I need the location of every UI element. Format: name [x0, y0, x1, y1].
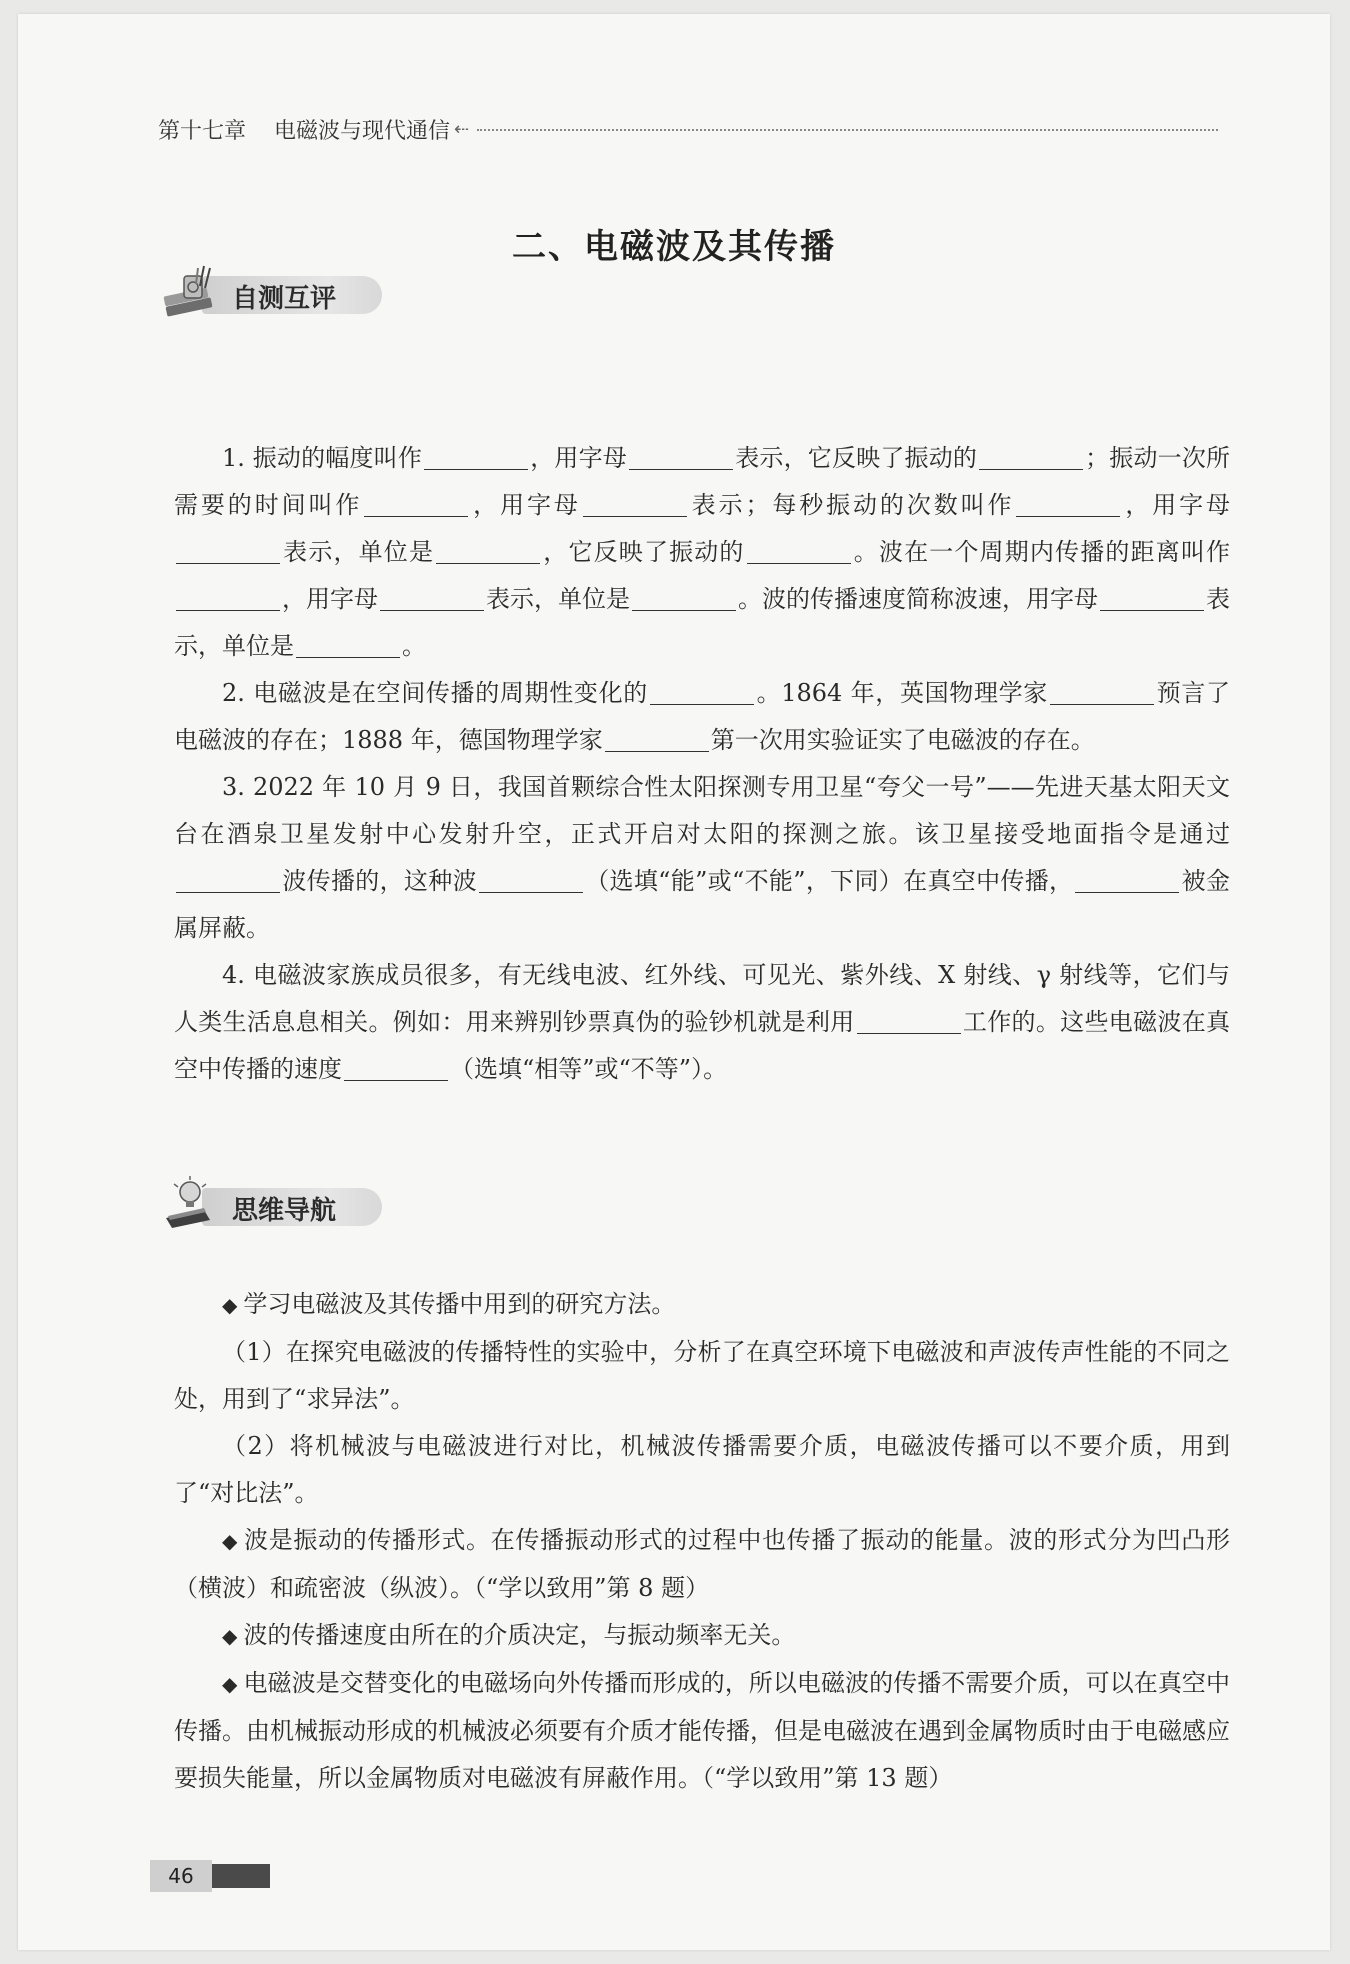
answer-blank[interactable]	[1050, 703, 1154, 705]
q2-text-4: 第一次用实验证实了电磁波的存在。	[710, 726, 1095, 754]
answer-blank[interactable]	[857, 1032, 961, 1034]
answer-blank[interactable]	[424, 468, 528, 470]
guide-subpoint: （1）在探究电磁波的传播特性的实验中，分析了在真空环境下电磁波和声波传声性能的不同之处，用到了“求异法”。	[174, 1338, 1230, 1413]
answer-blank[interactable]	[605, 750, 709, 752]
q4-text-3: （选填“相等”或“不等”）。	[450, 1055, 728, 1083]
q1-text-9: ，它反映了振动的	[542, 538, 745, 566]
thinking-guide-text	[174, 1281, 1230, 1802]
self-test-questions	[174, 435, 1230, 1093]
q2-text-2: 。1864 年，英国物理学家	[755, 679, 1048, 707]
page	[18, 14, 1330, 1950]
header-dotted-rule	[477, 129, 1218, 131]
q1-text-1: 1. 振动的幅度叫作	[222, 444, 423, 472]
guide-point	[174, 1281, 1230, 1329]
answer-blank[interactable]	[436, 562, 540, 564]
answer-blank[interactable]	[479, 891, 583, 893]
q1-text-14: 表示，单位是	[174, 585, 1230, 660]
guide-point	[174, 1612, 1230, 1660]
answer-blank[interactable]	[296, 656, 400, 658]
q1-text-7: ，用字母	[1122, 491, 1231, 519]
question-1	[174, 435, 1230, 670]
section-label: 思维导航	[232, 1196, 337, 1226]
q1-text-5: ，用字母	[470, 491, 581, 519]
question-3	[174, 764, 1230, 952]
answer-blank[interactable]	[629, 468, 733, 470]
diamond-bullet-icon: ◆	[222, 1624, 238, 1648]
guide-text: 波的传播速度由所在的介质决定，与振动频率无关。	[243, 1621, 796, 1649]
q1-text-6: 表示；每秒振动的次数叫作	[688, 491, 1015, 519]
page-number-bar	[212, 1864, 270, 1888]
q3-text-2: 波传播的，这种波	[282, 867, 477, 895]
answer-blank[interactable]	[176, 562, 280, 564]
section-header-thinking-guide	[160, 1174, 380, 1234]
guide-point	[174, 1517, 1230, 1612]
answer-blank[interactable]	[632, 609, 736, 611]
answer-blank[interactable]	[380, 609, 484, 611]
q1-text-10: 。波在一个周期内传播的距离叫作	[852, 538, 1231, 566]
diamond-bullet-icon: ◆	[222, 1672, 238, 1696]
answer-blank[interactable]	[650, 703, 754, 705]
question-4	[174, 952, 1230, 1093]
page-number: 46	[150, 1860, 212, 1892]
diamond-bullet-icon: ◆	[222, 1529, 239, 1553]
lightbulb-book-icon	[160, 1174, 230, 1234]
q3-text-1: 3. 2022 年 10 月 9 日，我国首颗综合性太阳探测专用卫星“夸父一号”——先进天基太阳天文台在酒泉卫星发射中心发射升空，正式开启对太阳的探测之旅。该卫星接受地面指令是通过	[174, 773, 1230, 848]
q4-text-1: 4. 电磁波家族成员很多，有无线电波、红外线、可见光、紫外线、X 射线、γ 射线等，它们与人类生活息息相关。例如：用来辨别钞票真伪的验钞机就是利用	[174, 961, 1230, 1036]
arrow-left-icon: ⇠	[454, 118, 470, 140]
q1-text-2: ，用字母	[530, 444, 627, 472]
answer-blank[interactable]	[364, 515, 468, 517]
q2-text-1: 2. 电磁波是在空间传播的周期性变化的	[222, 679, 648, 707]
q1-text-11: ，用字母	[282, 585, 378, 613]
diamond-bullet-icon: ◆	[222, 1293, 238, 1317]
answer-blank[interactable]	[979, 468, 1083, 470]
guide-text: 电磁波是交替变化的电磁场向外传播而形成的，所以电磁波的传播不需要介质，可以在真空中传播。由机械振动形成的机械波必须要有介质才能传播，但是电磁波在遇到金属物质时由于电磁感应要损失能量，所以金属物质对电磁波有屏蔽作用。（“学以致用”第 13 题）	[174, 1669, 1230, 1792]
answer-blank[interactable]	[1016, 515, 1120, 517]
answer-blank[interactable]	[1075, 891, 1179, 893]
q1-text-15: 。	[402, 632, 426, 660]
books-pencil-icon	[160, 262, 230, 322]
answer-blank[interactable]	[747, 562, 851, 564]
section-title: 二、电磁波及其传播	[512, 227, 836, 267]
guide-text: 学习电磁波及其传播中用到的研究方法。	[243, 1290, 676, 1318]
section-header-self-test	[160, 262, 380, 322]
q4-text-2: 工作的。这些电磁波在真空中传播的速度	[174, 1008, 1231, 1083]
q3-text-3: （选填“能”或“不能”，下同）在真空中传播，	[584, 867, 1074, 895]
q2-text-3: 预言了电磁波的存在；1888 年，德国物理学家	[174, 679, 1230, 754]
guide-text: 波是振动的传播形式。在传播振动形式的过程中也传播了振动的能量。波的形式分为凹凸形（横波）和疏密波（纵波）。（“学以致用”第 8 题）	[174, 1526, 1230, 1602]
q3-text-4: 被金属屏蔽。	[174, 867, 1231, 942]
answer-blank[interactable]	[176, 609, 280, 611]
guide-subpoint: （2）将机械波与电磁波进行对比，机械波传播需要介质，电磁波传播可以不要介质，用到了“对比法”。	[174, 1432, 1230, 1507]
answer-blank[interactable]	[176, 891, 280, 893]
chapter-title: 电磁波与现代通信	[274, 118, 451, 144]
q1-text-13: 。波的传播速度简称波速，用字母	[738, 585, 1098, 613]
question-2	[174, 670, 1230, 764]
page-number-tab	[150, 1860, 270, 1892]
chapter-number: 第十七章	[158, 118, 247, 144]
q1-text-8: 表示，单位是	[282, 538, 435, 566]
answer-blank[interactable]	[344, 1079, 448, 1081]
guide-point	[174, 1660, 1230, 1802]
q1-text-3: 表示，它反映了振动的	[735, 444, 978, 472]
running-header	[158, 109, 1218, 149]
q1-text-12: 表示，单位是	[486, 585, 630, 613]
q1-text-4: ；振动一次所需要的时间叫作	[174, 444, 1231, 519]
answer-blank[interactable]	[1100, 609, 1204, 611]
answer-blank[interactable]	[583, 515, 687, 517]
section-label: 自测互评	[232, 284, 337, 314]
